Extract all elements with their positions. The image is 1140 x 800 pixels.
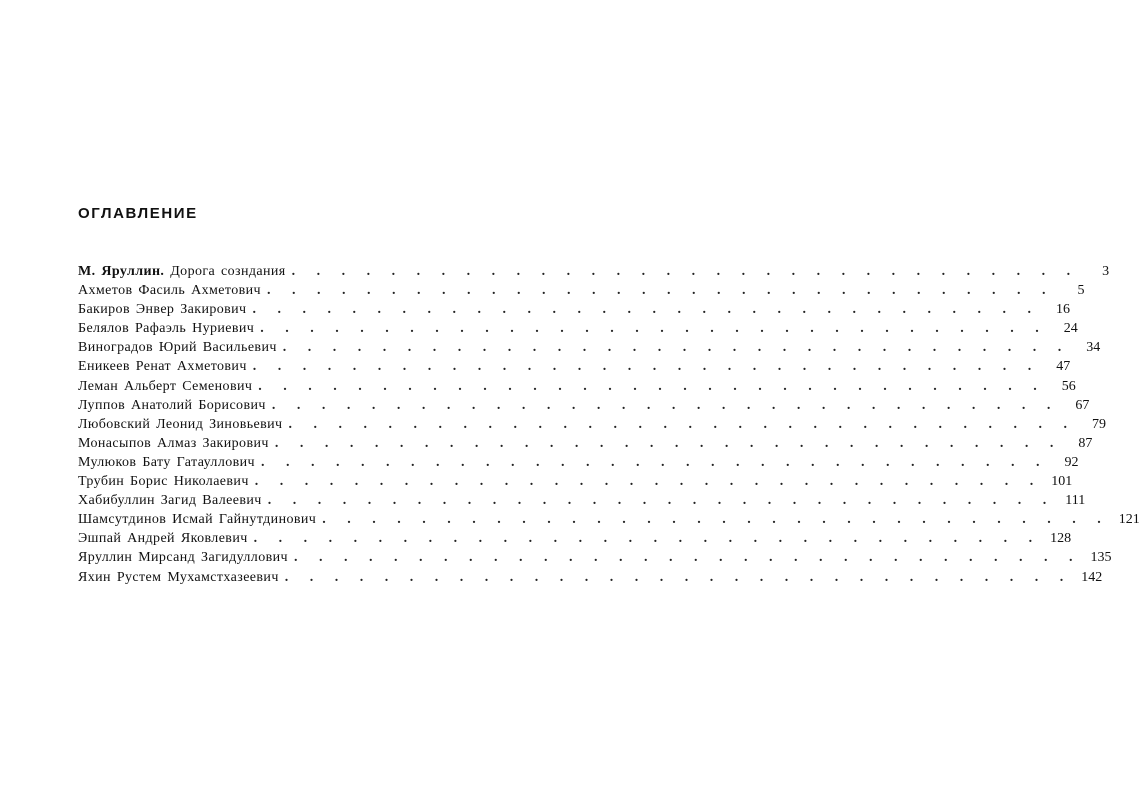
entry-title: Дорога созндания bbox=[170, 264, 286, 279]
dot-leader: . . . . . . . . . . . . . . . . . . . . . . . . . . . . . . . . bbox=[252, 302, 1040, 318]
dot-leader: . . . . . . . . . . . . . . . . . . . . . . . . . . . . . . . . bbox=[288, 416, 1076, 432]
contents-entry bbox=[78, 529, 1072, 548]
dot-leader: . . . . . . . . . . . . . . . . . . . . . . . . . . . . . . . . bbox=[293, 550, 1082, 566]
entry-page-number: 121 bbox=[1118, 512, 1140, 528]
dot-leader: . . . . . . . . . . . . . . . . . . . . . . . . . . . . . . . . bbox=[252, 359, 1041, 375]
contents-entry bbox=[78, 434, 1093, 453]
entry-title: Монасыпов Алмаз Закирович bbox=[78, 435, 269, 451]
entry-page-number: 101 bbox=[1051, 474, 1073, 490]
entry-page-number: 34 bbox=[1086, 340, 1101, 356]
entry-title: Яхин Рустем Мухамстхазеевич bbox=[78, 569, 279, 585]
dot-leader: . . . . . . . . . . . . . . . . . . . . . . . . . . . . . . . . bbox=[271, 397, 1060, 413]
entry-page-number: 5 bbox=[1077, 283, 1085, 299]
dot-leader: . . . . . . . . . . . . . . . . . . . . . . . . . . . . . . . . bbox=[266, 283, 1055, 299]
entry-page-number: 67 bbox=[1075, 397, 1090, 413]
entry-page-number: 24 bbox=[1063, 321, 1078, 337]
entry-title: Белялов Рафаэль Нуриевич bbox=[78, 321, 255, 337]
contents-entry bbox=[78, 338, 1101, 357]
entry-page-number: 47 bbox=[1056, 359, 1071, 375]
dot-leader: . . . . . . . . . . . . . . . . . . . . . . . . . . . . . . . . bbox=[260, 321, 1048, 337]
entry-name bbox=[78, 262, 286, 281]
contents-entry bbox=[78, 396, 1090, 415]
entry-title: Шамсутдинов Исмай Гайнутдинович bbox=[78, 512, 317, 528]
entry-page-number: 79 bbox=[1091, 416, 1106, 432]
contents-entry bbox=[78, 510, 1140, 529]
contents-entry bbox=[78, 357, 1071, 376]
dot-leader: . . . . . . . . . . . . . . . . . . . . . . . . . . . . . . . . bbox=[254, 474, 1043, 490]
entry-author: М. Яруллин. bbox=[78, 264, 165, 279]
entry-page-number: 135 bbox=[1090, 550, 1112, 566]
entry-title: Еникеев Ренат Ахметович bbox=[78, 359, 247, 375]
entry-title: Леман Альберт Семенович bbox=[78, 378, 253, 394]
dot-leader: . . . . . . . . . . . . . . . . . . . . . . . . . . . . . . . . bbox=[253, 531, 1042, 547]
dot-leader: . . . . . . . . . . . . . . . . . . . . . . . . . . . . . . . . bbox=[258, 378, 1046, 394]
entry-title: Хабибуллин Загид Валеевич bbox=[78, 493, 262, 509]
contents-list bbox=[78, 262, 1140, 587]
entry-title: Эшпай Андрей Яковлевич bbox=[78, 531, 248, 547]
entry-title: Луппов Анатолий Борисович bbox=[78, 397, 266, 413]
contents-entry bbox=[78, 568, 1103, 587]
entry-title: Трубин Борис Николаевич bbox=[78, 474, 249, 490]
entry-title: Бакиров Энвер Закирович bbox=[78, 302, 247, 318]
contents-entry bbox=[78, 281, 1085, 300]
dot-leader: . . . . . . . . . . . . . . . . . . . . . . . . . . . . . . . . bbox=[267, 493, 1056, 509]
entry-title: Любовский Леонид Зиновьевич bbox=[78, 416, 283, 432]
dot-leader: . . . . . . . . . . . . . . . . . . . . . . . . . . . . . . . . bbox=[284, 569, 1073, 585]
dot-leader: . . . . . . . . . . . . . . . . . . . . . . . . . . . . . . . . bbox=[322, 512, 1110, 528]
contents-entry bbox=[78, 472, 1073, 491]
contents-entry bbox=[78, 548, 1112, 567]
entry-title: Виноградов Юрий Васильевич bbox=[78, 340, 277, 356]
dot-leader: . . . . . . . . . . . . . . . . . . . . . . . . . . . . . . . . bbox=[260, 454, 1049, 470]
contents-entry bbox=[78, 453, 1079, 472]
entry-page-number: 87 bbox=[1078, 435, 1093, 451]
contents-entry bbox=[78, 415, 1106, 434]
contents-entry bbox=[78, 377, 1076, 396]
contents-heading: ОГЛАВЛЕНИЕ bbox=[78, 205, 198, 222]
entry-title: Ахметов Фасиль Ахметович bbox=[78, 283, 261, 299]
entry-page-number: 3 bbox=[1102, 264, 1110, 279]
dot-leader: . . . . . . . . . . . . . . . . . . . . . . . . . . . . . . . . bbox=[291, 264, 1080, 279]
contents-entry bbox=[78, 491, 1086, 510]
entry-page-number: 92 bbox=[1064, 454, 1079, 470]
contents-entry bbox=[78, 262, 1110, 281]
entry-page-number: 142 bbox=[1081, 569, 1103, 585]
entry-title: Мулюков Бату Гатауллович bbox=[78, 454, 255, 470]
entry-page-number: 128 bbox=[1050, 531, 1072, 547]
entry-title: Яруллин Мирсанд Загидуллович bbox=[78, 550, 288, 566]
entry-page-number: 16 bbox=[1056, 302, 1070, 318]
dot-leader: . . . . . . . . . . . . . . . . . . . . . . . . . . . . . . . . bbox=[282, 340, 1071, 356]
dot-leader: . . . . . . . . . . . . . . . . . . . . . . . . . . . . . . . . bbox=[274, 435, 1063, 451]
contents-entry bbox=[78, 319, 1078, 338]
entry-page-number: 56 bbox=[1061, 378, 1076, 394]
contents-entry bbox=[78, 300, 1070, 319]
entry-page-number: 111 bbox=[1065, 493, 1086, 509]
